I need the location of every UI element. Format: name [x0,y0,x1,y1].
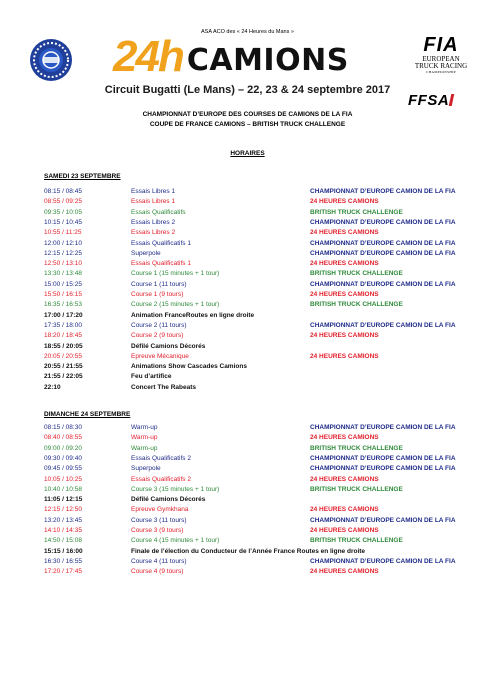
schedule-event: Essais Libres 2 [131,229,176,237]
schedule-event: Epreuve Mécanique [131,352,189,360]
schedule-event: Course 3 (9 tours) [131,527,184,534]
schedule-time: 13:20 / 13:45 [44,516,82,524]
brand-number: 24h [113,32,183,81]
schedule-event: Animation FranceRoutes en ligne droite [131,311,255,319]
schedule-time: 12:15 / 12:25 [44,249,82,257]
fia-line-2: TRUCK RACING [414,62,468,70]
fia-mark: FIA [423,34,459,56]
schedule-event: Course 2 (9 tours) [131,332,184,340]
schedule-event: Course 3 (11 tours) [131,516,187,524]
schedule-event: Essais Qualificatifs 2 [131,454,191,462]
schedule-event: Warm-up [131,444,158,452]
schedule-time: 18:20 / 18:45 [44,332,82,340]
schedule-championship: CHAMPIONNAT D’EUROPE CAMION DE LA FIA [310,454,456,462]
schedule-time: 09:45 / 09:55 [44,465,82,473]
schedule-championship: 24 HEURES CAMIONS [310,527,379,534]
schedule-time: 15:50 / 16:15 [44,291,82,298]
schedule-time: 08:15 / 08:30 [44,424,82,431]
schedule-time: 08:40 / 08:55 [44,434,82,442]
schedule-championship: CHAMPIONNAT D’EUROPE CAMION DE LA FIA [310,249,456,257]
schedule-time: 12:50 / 13:10 [44,260,82,268]
schedule-time: 16:30 / 16:55 [44,557,82,565]
schedule-event: Course 1 (9 tours) [131,291,184,298]
schedule-championship: CHAMPIONNAT D’EUROPE CAMION DE LA FIA [310,516,456,524]
schedule-time: 12:15 / 12:50 [44,506,82,514]
schedule-time: 13:30 / 13:48 [44,270,82,278]
organizer-line: ASA ACO des « 24 Heures du Mans » [201,29,294,35]
schedule-time: 09:00 / 09:20 [44,444,82,452]
schedule-time: 09:30 / 09:40 [44,454,82,462]
schedule-event: Essais Libres 1 [131,188,176,195]
circuit-title: Circuit Bugatti (Le Mans) – 22, 23 & 24 septembre 2017 [104,84,391,96]
ffsa-bar-icon [449,94,455,106]
schedule-event: Course 4 (11 tours) [131,557,187,565]
schedule-championship: 24 HEURES CAMIONS [310,506,379,514]
schedule-time: 15:15 / 16:00 [44,547,83,555]
schedule-event: Défilé Camions Décorés [131,496,206,504]
schedule-championship: CHAMPIONNAT D’EUROPE CAMION DE LA FIA [310,465,456,473]
schedule-time: 11:05 / 12:15 [44,496,83,504]
schedule-event: Concert The Rabeats [131,383,197,391]
schedule-event: Essais Qualificatifs [131,208,186,216]
fia-etrc-logo [407,34,475,75]
schedule-championship: CHAMPIONNAT D’EUROPE CAMION DE LA FIA [310,280,456,288]
schedule-event: Essais Qualificatifs 2 [131,475,191,483]
schedule-event: Course 2 (11 tours) [131,321,187,329]
schedule-event: Superpole [131,249,161,257]
schedule-championship: BRITISH TRUCK CHALLENGE [310,537,403,545]
schedule-event: Défilé Camions Décorés [131,342,206,350]
schedule-championship: 24 HEURES CAMIONS [310,434,379,442]
schedule-championship: CHAMPIONNAT D’EUROPE CAMION DE LA FIA [310,239,456,247]
subtitle-fia: CHAMPIONNAT D’EUROPE DES COURSES DE CAMIONS DE LA FIA [142,111,353,118]
schedule-event: Course 2 (15 minutes + 1 tour) [131,301,220,309]
schedule-event: Course 3 (15 minutes + 1 tour) [131,485,220,493]
schedule-championship: 24 HEURES CAMIONS [310,352,379,360]
schedule-time: 17:35 / 18:00 [44,321,82,329]
schedule-championship: BRITISH TRUCK CHALLENGE [310,485,403,493]
schedule-time: 14:50 / 15:08 [44,537,82,545]
schedule-event: Warm-up [131,424,158,431]
schedule-time: 14:10 / 14:35 [44,527,82,534]
schedule-event: Feu d’artifice [131,373,172,381]
aco-logo [29,38,73,82]
schedule-time: 09:35 / 10:05 [44,208,82,216]
section-title: HORAIRES [230,150,265,157]
fia-line-1: EUROPEAN [422,55,460,63]
day-title-sunday: DIMANCHE 24 SEPTEMBRE [44,411,131,418]
schedule-time: 10:15 / 10:45 [44,218,82,226]
schedule-time: 08:55 / 09:25 [44,198,82,206]
schedule-championship: 24 HEURES CAMIONS [310,198,379,206]
schedule-event: Finale de l’élection du Conducteur de l’Année France Routes en ligne droite [131,547,366,555]
schedule-championship: 24 HEURES CAMIONS [310,229,379,237]
schedule-event: Course 4 (15 minutes + 1 tour) [131,537,220,545]
schedule-time: 17:00 / 17:20 [44,311,83,319]
schedule-championship: BRITISH TRUCK CHALLENGE [310,444,403,452]
schedule-championship: 24 HEURES CAMIONS [310,475,379,483]
day-title-saturday: SAMEDI 23 SEPTEMBRE [44,173,121,180]
fia-line-3: CHAMPIONSHIP [426,70,456,74]
schedule-time: 10:55 / 11:25 [44,229,82,237]
schedule-championship: CHAMPIONNAT D’EUROPE CAMION DE LA FIA [310,218,456,226]
subtitle-coupe: COUPE DE FRANCE CAMIONS – BRITISH TRUCK CHALLENGE [149,121,346,128]
schedule-time: 12:00 / 12:10 [44,239,82,247]
schedule-championship: BRITISH TRUCK CHALLENGE [310,270,403,278]
schedule-time: 20:55 / 21:55 [44,363,83,371]
brand-word: CAMIONS [186,43,349,78]
schedule-event: Epreuve Gymkhana [131,506,189,514]
schedule-event: Course 1 (15 minutes + 1 tour) [131,270,220,278]
schedule-championship: BRITISH TRUCK CHALLENGE [310,301,403,309]
schedule-event: Course 1 (11 tours) [131,280,187,288]
schedule-event: Essais Libres 2 [131,218,176,226]
schedule-time: 20:05 / 20:55 [44,352,82,360]
schedule-event: Superpole [131,465,161,473]
schedule-time: 08:15 / 08:45 [44,188,82,195]
schedule-time: 21:55 / 22:05 [44,373,83,381]
ffsa-logo [408,92,453,109]
ffsa-text: FFSA [408,92,450,109]
schedule-championship: CHAMPIONNAT D’EUROPE CAMION DE LA FIA [310,424,456,431]
schedule-event: Essais Qualificatifs 1 [131,260,191,268]
schedule-event: Essais Qualificatifs 1 [131,239,191,247]
schedule-championship: CHAMPIONNAT D’EUROPE CAMION DE LA FIA [310,188,456,195]
schedule-championship: CHAMPIONNAT D’EUROPE CAMION DE LA FIA [310,557,456,565]
schedule-championship: BRITISH TRUCK CHALLENGE [310,208,403,216]
schedule-time: 10:05 / 10:25 [44,475,82,483]
schedule-championship: CHAMPIONNAT D’EUROPE CAMION DE LA FIA [310,321,456,329]
schedule-event: Course 4 (9 tours) [131,568,184,576]
schedule-championship: 24 HEURES CAMIONS [310,568,379,576]
schedule-time: 17:20 / 17:45 [44,568,82,576]
schedule-event: Essais Libres 1 [131,198,176,206]
schedule-event: Animations Show Cascades Camions [131,363,247,371]
schedule-championship: 24 HEURES CAMIONS [310,260,379,268]
schedule-championship: 24 HEURES CAMIONS [310,291,379,298]
schedule-time: 10:40 / 10:58 [44,485,82,493]
schedule-time: 16:35 / 16:53 [44,301,82,309]
schedule-time: 22:10 [44,383,61,391]
schedule-championship: 24 HEURES CAMIONS [310,332,379,340]
schedule-time: 15:00 / 15:25 [44,280,82,288]
schedule-time: 18:55 / 20:05 [44,342,83,350]
schedule-event: Warm-up [131,434,158,442]
brand-logo [113,34,349,80]
